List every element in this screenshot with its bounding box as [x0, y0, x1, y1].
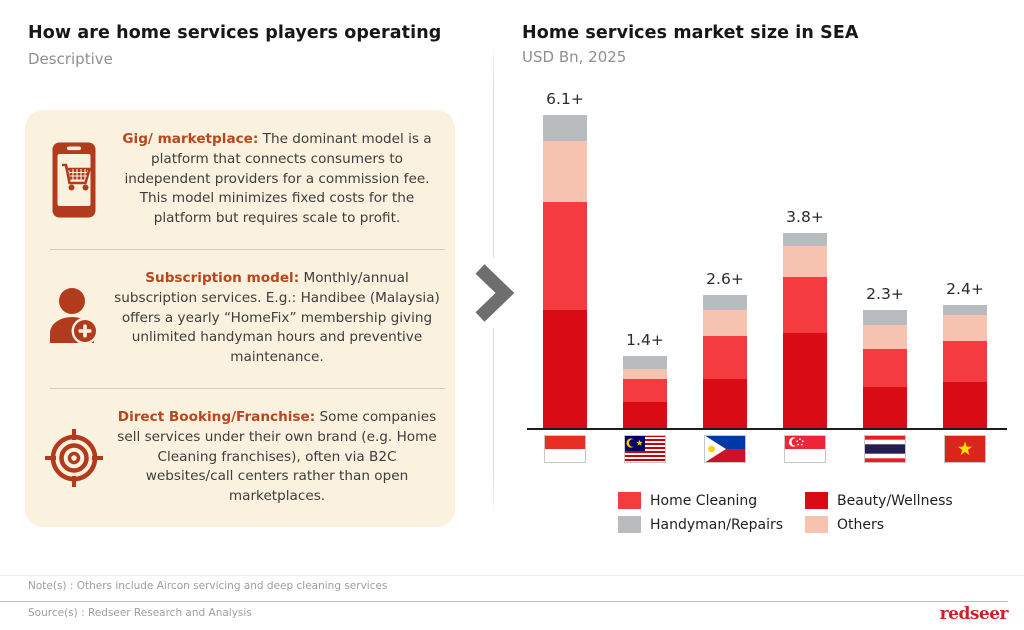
- left-section-title: How are home services players operating: [28, 23, 442, 43]
- segment-home-cleaning: [783, 277, 827, 333]
- segment-beauty-wellness: [863, 387, 907, 428]
- model-card-heading: Subscription model:: [145, 270, 300, 287]
- model-card-gig-marketplace: [25, 110, 455, 249]
- segment-others: [623, 369, 667, 379]
- model-card-direct-booking: [25, 388, 455, 527]
- bar-indonesia: [543, 90, 587, 428]
- legend-label: Handyman/Repairs: [650, 516, 784, 533]
- chart-unit-subtitle: USD Bn, 2025: [522, 48, 627, 66]
- chart-legend: [618, 492, 1010, 533]
- chart-title: Home services market size in SEA: [522, 23, 859, 43]
- model-card-heading: Direct Booking/Franchise:: [117, 409, 316, 426]
- bar-malaysia: [623, 331, 667, 428]
- bar-singapore: [783, 208, 827, 428]
- left-section-subtitle: Descriptive: [28, 50, 113, 68]
- model-card-heading: Gig/ marketplace:: [122, 131, 259, 148]
- segment-handyman-repairs: [703, 295, 747, 310]
- bar-total-label: 2.3+: [866, 285, 904, 304]
- segment-handyman-repairs: [863, 310, 907, 325]
- model-card-subscription: [25, 249, 455, 388]
- segment-handyman-repairs: [543, 115, 587, 141]
- segment-home-cleaning: [703, 336, 747, 380]
- phone-cart-icon: [35, 141, 113, 219]
- bar-total-label: 3.8+: [786, 208, 824, 227]
- legend-swatch: [805, 492, 828, 509]
- flag-vietnam: [944, 435, 986, 463]
- user-plus-icon: [35, 287, 113, 351]
- target-icon: [35, 427, 113, 489]
- bar-thailand: [863, 285, 907, 428]
- segment-beauty-wellness: [543, 310, 587, 428]
- segment-others: [943, 315, 987, 341]
- flag-thailand: [864, 435, 906, 463]
- model-card-text: [113, 408, 441, 507]
- legend-label: Others: [837, 516, 885, 533]
- legend-label: Home Cleaning: [650, 492, 758, 509]
- bar-total-label: 6.1+: [546, 90, 584, 109]
- segment-home-cleaning: [623, 379, 667, 402]
- segment-others: [703, 310, 747, 336]
- legend-swatch: [618, 516, 641, 533]
- model-card-body: Monthly/annual subscription services. E.g.: Handibee (Malaysia) offers a yearly “HomeFix” membership giving unlimited handyman hours and preventive maintenance.: [114, 270, 440, 366]
- legend-item-others: [805, 516, 1010, 533]
- bar-total-label: 2.6+: [706, 269, 744, 288]
- legend-swatch: [805, 516, 828, 533]
- model-card-body: Some companies sell services under their own brand (e.g. Home Cleaning franchises), often via B2C websites/call centers rather than open marketplaces.: [117, 409, 437, 505]
- source-text: Source(s) : Redseer Research and Analysis: [28, 607, 252, 619]
- segment-beauty-wellness: [783, 333, 827, 428]
- model-card-body: The dominant model is a platform that connects consumers to independent providers for a commission fee. This model minimizes fixed costs for the platform but requires scale to profit.: [124, 131, 432, 227]
- segment-handyman-repairs: [623, 356, 667, 369]
- note-text: Note(s) : Others include Aircon servicing and deep cleaning services: [28, 580, 388, 592]
- segment-home-cleaning: [543, 202, 587, 310]
- legend-label: Beauty/Wellness: [837, 492, 953, 509]
- segment-beauty-wellness: [943, 382, 987, 428]
- redseer-logo: redseer: [939, 604, 1008, 624]
- bar-total-label: 1.4+: [626, 331, 664, 350]
- segment-beauty-wellness: [623, 402, 667, 428]
- segment-home-cleaning: [863, 349, 907, 388]
- bar-philippines: [703, 269, 747, 428]
- flag-indonesia: [544, 435, 586, 463]
- legend-swatch: [618, 492, 641, 509]
- bar-vietnam: [943, 279, 987, 428]
- model-card-text: [113, 130, 441, 229]
- segment-others: [863, 325, 907, 348]
- flag-philippines: [704, 435, 746, 463]
- footer-divider-top: [0, 575, 1024, 576]
- market-size-bar-chart: [527, 90, 1007, 430]
- legend-item-home-cleaning: [618, 492, 805, 509]
- footer-divider-bottom: [0, 601, 1008, 602]
- segment-handyman-repairs: [783, 233, 827, 246]
- model-card-text: [113, 269, 441, 368]
- segment-others: [783, 246, 827, 277]
- chevron-right-icon: [470, 258, 516, 328]
- segment-others: [543, 141, 587, 203]
- legend-item-handyman-repairs: [618, 516, 805, 533]
- flag-singapore: [784, 435, 826, 463]
- segment-home-cleaning: [943, 341, 987, 382]
- bar-total-label: 2.4+: [946, 279, 984, 298]
- flag-malaysia: [624, 435, 666, 463]
- segment-beauty-wellness: [703, 379, 747, 428]
- segment-handyman-repairs: [943, 305, 987, 315]
- legend-item-beauty-wellness: [805, 492, 1010, 509]
- operating-models-panel: [25, 110, 455, 527]
